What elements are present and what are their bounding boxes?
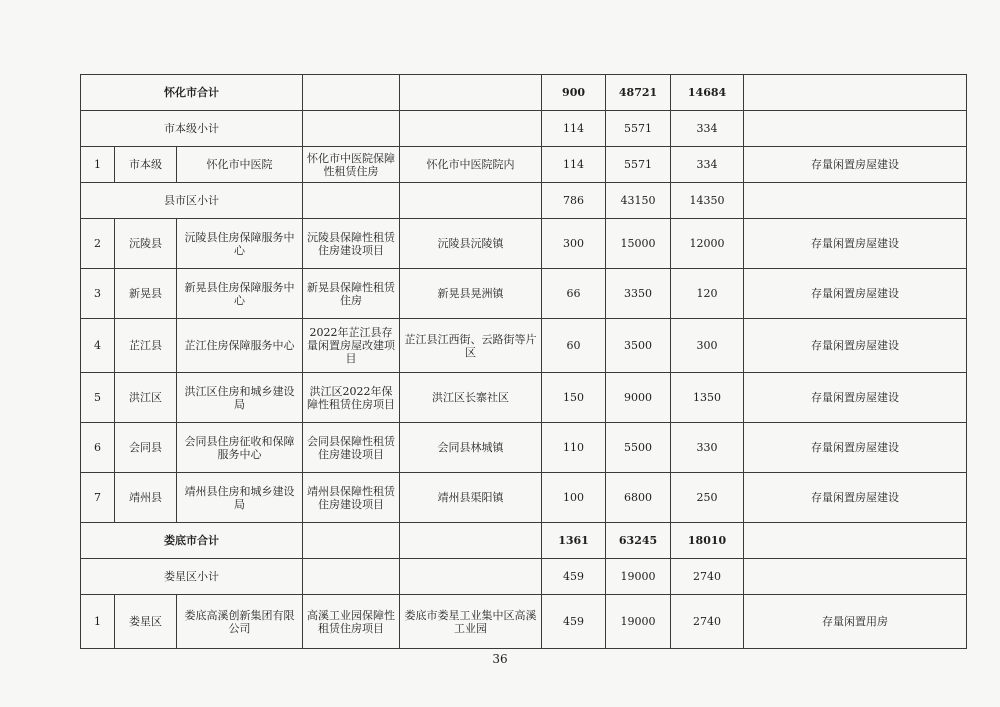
location-cell: 娄底市娄星工业集中区高溪工业园 [400, 595, 542, 649]
remark-cell: 存量闲置房屋建设 [744, 147, 967, 183]
table-row [81, 595, 967, 649]
project-name-cell: 新晃县保障性租赁住房 [303, 269, 400, 319]
seq-no-cell: 7 [81, 473, 115, 523]
households-cell: 900 [542, 75, 606, 111]
blank-cell [400, 559, 542, 595]
project-name-cell: 2022年芷江县存量闲置房屋改建项目 [303, 319, 400, 373]
location-cell: 沅陵县沅陵镇 [400, 219, 542, 269]
blank-cell [303, 75, 400, 111]
project-name-cell: 高溪工业园保障性租赁住房项目 [303, 595, 400, 649]
total-label-cell: 怀化市合计 [81, 75, 303, 111]
table-row [81, 373, 967, 423]
housing-project-table [80, 74, 967, 649]
households-cell: 459 [542, 559, 606, 595]
area-cell: 5571 [606, 147, 671, 183]
subtotal-label-cell: 市本级小计 [81, 111, 303, 147]
area-cell: 19000 [606, 595, 671, 649]
blank-cell [303, 523, 400, 559]
investment-cell: 250 [671, 473, 744, 523]
area-cell: 3350 [606, 269, 671, 319]
investment-cell: 334 [671, 111, 744, 147]
blank-cell [400, 111, 542, 147]
remark-cell [744, 75, 967, 111]
blank-cell [400, 183, 542, 219]
subtotal-label-cell: 娄星区小计 [81, 559, 303, 595]
area-cell: 43150 [606, 183, 671, 219]
total-label-cell: 娄底市合计 [81, 523, 303, 559]
subtotal-label-cell: 县市区小计 [81, 183, 303, 219]
unit-cell: 新晃县住房保障服务中心 [177, 269, 303, 319]
remark-cell [744, 183, 967, 219]
page-number: 36 [492, 652, 508, 666]
investment-cell: 2740 [671, 559, 744, 595]
county-cell: 沅陵县 [115, 219, 177, 269]
households-cell: 300 [542, 219, 606, 269]
county-cell: 娄星区 [115, 595, 177, 649]
remark-cell [744, 523, 967, 559]
remark-cell: 存量闲置房屋建设 [744, 269, 967, 319]
table-row [81, 319, 967, 373]
households-cell: 100 [542, 473, 606, 523]
area-cell: 9000 [606, 373, 671, 423]
households-cell: 459 [542, 595, 606, 649]
remark-cell [744, 111, 967, 147]
location-cell: 怀化市中医院院内 [400, 147, 542, 183]
remark-cell: 存量闲置房屋建设 [744, 219, 967, 269]
households-cell: 786 [542, 183, 606, 219]
total-row [81, 75, 967, 111]
subtotal-row [81, 183, 967, 219]
seq-no-cell: 6 [81, 423, 115, 473]
project-name-cell: 会同县保障性租赁住房建设项目 [303, 423, 400, 473]
households-cell: 150 [542, 373, 606, 423]
investment-cell: 18010 [671, 523, 744, 559]
remark-cell: 存量闲置房屋建设 [744, 473, 967, 523]
investment-cell: 1350 [671, 373, 744, 423]
seq-no-cell: 2 [81, 219, 115, 269]
seq-no-cell: 3 [81, 269, 115, 319]
seq-no-cell: 4 [81, 319, 115, 373]
project-name-cell: 洪江区2022年保障性租赁住房项目 [303, 373, 400, 423]
investment-cell: 334 [671, 147, 744, 183]
county-cell: 新晃县 [115, 269, 177, 319]
unit-cell: 芷江住房保障服务中心 [177, 319, 303, 373]
unit-cell: 娄底高溪创新集团有限公司 [177, 595, 303, 649]
table-row [81, 219, 967, 269]
area-cell: 48721 [606, 75, 671, 111]
unit-cell: 靖州县住房和城乡建设局 [177, 473, 303, 523]
county-cell: 会同县 [115, 423, 177, 473]
remark-cell: 存量闲置房屋建设 [744, 319, 967, 373]
area-cell: 19000 [606, 559, 671, 595]
location-cell: 靖州县渠阳镇 [400, 473, 542, 523]
blank-cell [303, 111, 400, 147]
remark-cell: 存量闲置用房 [744, 595, 967, 649]
blank-cell [303, 559, 400, 595]
seq-no-cell: 5 [81, 373, 115, 423]
table-row [81, 269, 967, 319]
blank-cell [400, 75, 542, 111]
location-cell: 新晃县晃洲镇 [400, 269, 542, 319]
table-row [81, 423, 967, 473]
area-cell: 63245 [606, 523, 671, 559]
unit-cell: 沅陵县住房保障服务中心 [177, 219, 303, 269]
households-cell: 114 [542, 111, 606, 147]
investment-cell: 330 [671, 423, 744, 473]
households-cell: 60 [542, 319, 606, 373]
seq-no-cell: 1 [81, 595, 115, 649]
households-cell: 114 [542, 147, 606, 183]
area-cell: 15000 [606, 219, 671, 269]
county-cell: 靖州县 [115, 473, 177, 523]
area-cell: 5500 [606, 423, 671, 473]
county-cell: 市本级 [115, 147, 177, 183]
investment-cell: 300 [671, 319, 744, 373]
investment-cell: 14684 [671, 75, 744, 111]
county-cell: 洪江区 [115, 373, 177, 423]
location-cell: 洪江区长寨社区 [400, 373, 542, 423]
blank-cell [303, 183, 400, 219]
total-row [81, 523, 967, 559]
investment-cell: 120 [671, 269, 744, 319]
area-cell: 5571 [606, 111, 671, 147]
subtotal-row [81, 111, 967, 147]
unit-cell: 怀化市中医院 [177, 147, 303, 183]
investment-cell: 14350 [671, 183, 744, 219]
households-cell: 66 [542, 269, 606, 319]
county-cell: 芷江县 [115, 319, 177, 373]
remark-cell: 存量闲置房屋建设 [744, 423, 967, 473]
investment-cell: 12000 [671, 219, 744, 269]
area-cell: 6800 [606, 473, 671, 523]
remark-cell: 存量闲置房屋建设 [744, 373, 967, 423]
blank-cell [400, 523, 542, 559]
location-cell: 会同县林城镇 [400, 423, 542, 473]
unit-cell: 会同县住房征收和保障服务中心 [177, 423, 303, 473]
area-cell: 3500 [606, 319, 671, 373]
remark-cell [744, 559, 967, 595]
subtotal-row [81, 559, 967, 595]
project-name-cell: 怀化市中医院保障性租赁住房 [303, 147, 400, 183]
project-name-cell: 沅陵县保障性租赁住房建设项目 [303, 219, 400, 269]
seq-no-cell: 1 [81, 147, 115, 183]
households-cell: 1361 [542, 523, 606, 559]
project-name-cell: 靖州县保障性租赁住房建设项目 [303, 473, 400, 523]
unit-cell: 洪江区住房和城乡建设局 [177, 373, 303, 423]
table-row [81, 147, 967, 183]
households-cell: 110 [542, 423, 606, 473]
investment-cell: 2740 [671, 595, 744, 649]
location-cell: 芷江县江西街、云路街等片区 [400, 319, 542, 373]
table-row [81, 473, 967, 523]
